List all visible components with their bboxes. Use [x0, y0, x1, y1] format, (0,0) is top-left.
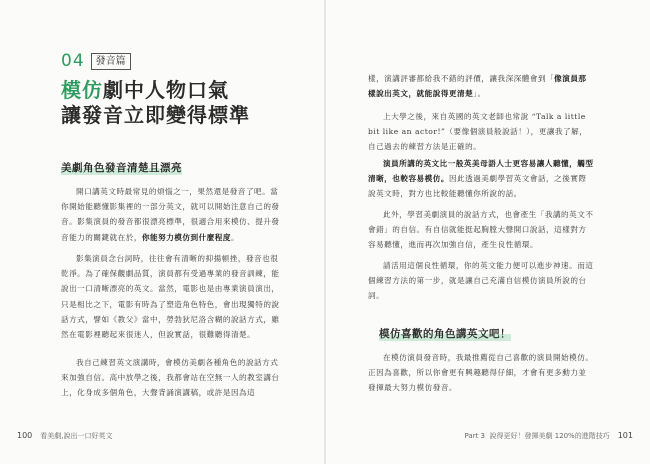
paragraph — [368, 207, 594, 253]
footer-chapter-title: 說得更好！發揮美劇 120%的進階技巧 — [489, 432, 610, 440]
footer-book-title: 看美劇,說出一口好英文 — [40, 432, 113, 440]
paragraph-text: 請活用這個良性循環，你的英文能力便可以進步神速。而這個練習方法的第一步，就是讓自己充滿自信模仿演員所說的台詞。 — [368, 261, 594, 301]
paragraph-text: 在模仿演員發音時，我最推薦從自己喜歡的演員開始模仿。正因為喜歡，所以你會更有興趣聽得仔細，才會有更多動力並發揮最大努力模仿發音。 — [368, 353, 594, 393]
headline-rest: 劇中人物口氣 — [103, 78, 229, 102]
footer-right — [465, 431, 633, 441]
paragraph-text: 此外，學習美劇演員的說話方式，也會產生「我講的英文不會錯」的自信。有自信就能挺起胸膛大聲開口說話，這樣對方容易聽懂，進而再次加強自信，產生良性循環。 — [368, 210, 594, 250]
page-number-left: 100 — [17, 431, 33, 440]
paragraph — [61, 184, 283, 245]
section-subheading-left: 美劇角色發音清楚且漂亮 — [61, 162, 182, 174]
paragraph — [368, 258, 594, 304]
paragraph-after: 因此透過美劇學習英文會話，之後實際說英文時，對方也比較能聽懂你所說的話。 — [368, 174, 587, 199]
paragraph-after: 」。 — [473, 89, 486, 99]
paragraph-bold: 演員所講的英文比一般英美母語人士更容易讓人聽懂，觸型清晰，也較容易模仿。 — [368, 159, 594, 184]
paragraph-after: 。 — [230, 232, 240, 242]
paragraph-text: 上大學之後，來自英國的英文老師也常說 “Talk a little bit like an actor!”（要像個演員般說話！），更讓我了解，自己過去的練習方法是正確的。 — [368, 112, 588, 152]
paragraph-bold: 像演員那樣說出英文，就能說得更清楚 — [368, 74, 587, 99]
page-number-right: 101 — [617, 431, 633, 440]
paragraph — [368, 71, 594, 101]
paragraph — [368, 156, 594, 202]
paragraph-text: 樣，演講評審都給我不錯的評價，讓我深深體會到「 — [368, 74, 555, 83]
paragraph — [368, 109, 594, 155]
paragraph — [61, 355, 283, 401]
chapter-number: 04 — [61, 51, 85, 71]
headline-line-2: 讓發音立即變得標準 — [61, 103, 250, 127]
headline-highlight: 模仿 — [61, 78, 103, 102]
footer-part: Part 3 — [464, 432, 486, 440]
paragraph-text: 我自己練習英文演講時，會模仿美劇各種角色的說話方式來加強自信。高中放學之後，我都會站在空無一人的教室講台上，化身成多個角色，大聲背誦演講稿，或許是因為這 — [61, 358, 280, 398]
paragraph-text: 影集演員念台詞時，往往會有清晰的抑揚頓挫，發音也很乾淨。為了確保觀劇品質，演員都有受過專業的發音訓練，能說出一口清晰漂亮的英文。當然，電影也是由專業演員演出，只是相比之下，電影有時為了塑造角色特色，會出現獨特的說話方式，譬如《教父》當中，勞勃狄尼洛含糊的說話方式，雖然在電影裡聽起來很迷人，但說實話，很難聽得清楚。 — [61, 254, 280, 340]
paragraph-bold: 你能努力模仿到什麼程度 — [141, 232, 231, 242]
section-subheading-right: 模仿喜歡的角色講英文吧！ — [379, 328, 511, 340]
footer-left — [17, 431, 113, 441]
paragraph — [61, 251, 283, 342]
paragraph — [368, 350, 594, 396]
chapter-heading — [61, 51, 131, 71]
chapter-tag: 發音篇 — [91, 53, 131, 70]
paragraph-text: 開口講英文時最常見的煩惱之一，果然還是發音了吧。當你開始能聽懂影集裡的一部分英文，就可以開始注意自己的發音。影集演員的發音都很漂亮標準，很適合用來模仿、提升發音能力的關鍵就在於， — [61, 187, 280, 242]
